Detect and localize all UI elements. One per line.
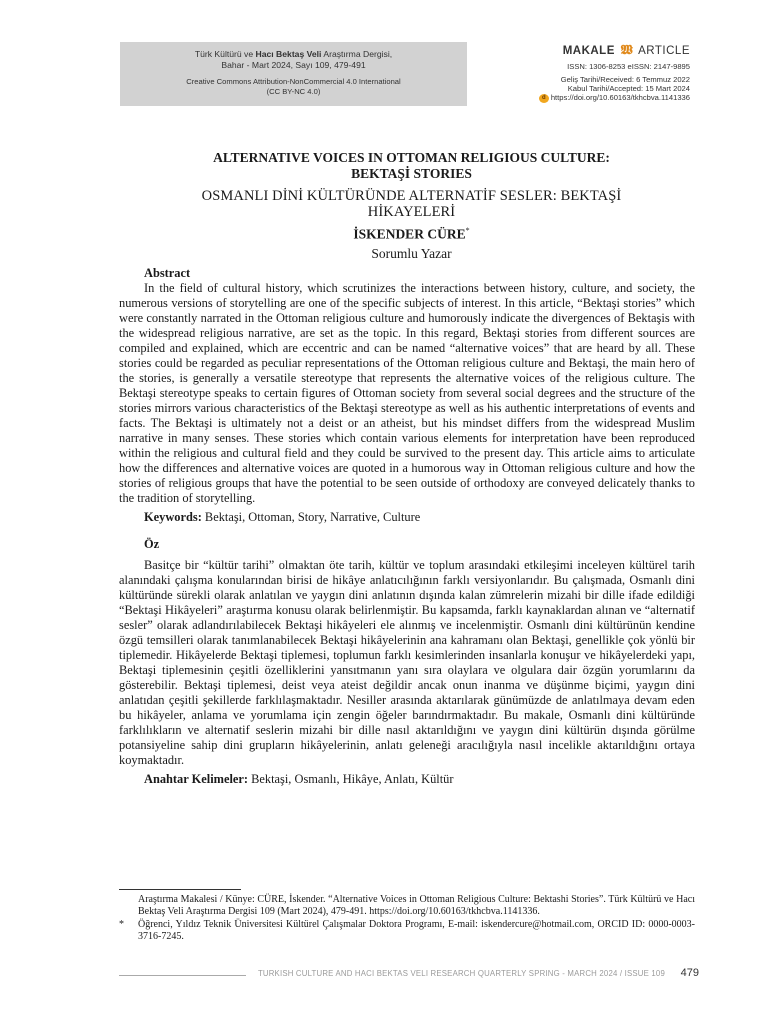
turkish-title-line-1: OSMANLI DİNİ KÜLTÜRÜNDE ALTERNATİF SESLER: BEKTAŞİ	[201, 188, 622, 204]
footnote-citation: Araştırma Makalesi / Künye: CÜRE, İskender. “Alternative Voices in Ottoman Religious Culture: Bektashi Stories”. Türk Kültürü ve Hacı Bektaş Veli Araştırma Dergisi 109 (Mart 2024), 479-491. https://doi.org/10.60163/tkhcbva.1141336.	[138, 894, 695, 918]
accepted-date: Kabul Tarihi/Accepted: 15 Mart 2024	[567, 84, 690, 93]
doi-link[interactable]: https://doi.org/10.60163/tkhcbva.1141336	[550, 93, 690, 102]
author-role: Sorumlu Yazar	[371, 245, 452, 261]
author-footnote-mark: *	[465, 226, 470, 235]
turkish-title-line-2: HİKAYELERİ	[367, 204, 456, 220]
anahtar-kelimeler-line: Anahtar Kelimeler: Bektaşi, Osmanlı, Hikâye, Anlatı, Kültür	[144, 772, 454, 786]
footnote-divider	[119, 889, 241, 890]
abstract-text: In the field of cultural history, which scrutinizes the interactions between history, culture, and society, the numerous versions of storytelling are one of the specific subjects of interest. In this article, “Bektaşi stories” which were constantly narrated in the Ottoman religious culture and humorously indicate the divergences of Bektaşis with the widespread religious narrative, are set as the topic. In this regard, Bektaşi stories from different sources are compiled and explained, which are eccentric and can be named “alternative voices” that are heard by all. These stories could be regarded as peculiar representations of the Ottoman religious culture and Bektaşi, the main hero of the stories, is generally a versatile stereotype that represents the alternative voices of the religious culture. The Bektaşi stereotype speaks to certain figures of Ottoman society from several social degrees and the structure of the stories mirrors various characteristics of the Bektaşi stereotype as well as his authentic interpretations of events and facts. The Bektaşi is ultimately not a deist or an atheist, but his mindset differs from the widespread Muslim narrative in many senses. These stories which contain various elements for interpretation have been reproduced within the religious and cultural field and they could be survived to the present day. This article aims to articulate how the differences and alternative voices are quoted in a humorous way in Ottoman religious culture and how the stories of religious groups that have the potential to be seen outside of orthodoxy are conveyed delicately thanks to the tradition of storytelling.	[119, 281, 695, 505]
article-meta	[490, 42, 690, 103]
page-number: 479	[680, 967, 699, 979]
keywords-line: Keywords: Bektaşi, Ottoman, Story, Narrative, Culture	[144, 510, 421, 524]
footnotes	[119, 894, 695, 944]
english-title-line-1: ALTERNATIVE VOICES IN OTTOMAN RELIGIOUS CULTURE:	[213, 150, 610, 165]
page-footer	[119, 967, 699, 983]
oz-text: Basitçe bir “kültür tarihi” olmaktan öte tarih, kültür ve toplum arasındaki etkileşimi inceleyen kültürel tarih alanındaki çalışma konularından birisi de hikâye anlatıcılığının farklı versiyonlarıdır. Bu çalışmada, Osmanlı dini kültüründe sürekli olarak anlatılan ve yaygın dini anlatının dışında kalan zümrelerin mizahi bir dille ifade edildiği “Bektaşi Hikâyeleri” araştırma konusu olarak belirlenmiştir. Bu kapsamda, farklı kaynaklardan alınan ve “alternatif sesler” olarak adlandırılabilecek Bektaşi hikâyeleri ele alınmış ve incelenmiştir. Osmanlı dini kültürünün kendine özgü temsilleri olarak tanımlanabilecek Bektaşi hikâyelerinin ana kahramanı olan Bektaşi, genellikle çok yönlü bir tiplemedir. Hikâyelerde Bektaşi tiplemesi, toplumun farklı kesimlerinden insanlarla konuşur ve hikâyelerdeki yapı, Bektaşi tiplemesinin çeşitli özelliklerini yansıtmanın yanı sıra olaylara ve olgulara dair özgün yorumlarını da gösterebilir. Bektaşi tiplemesi, deist veya ateist değildir ancak onun inanma ve düşünme biçimi, yaygın dini anlatıdan çeşitli şekillerde farklılaşmaktadır. Nesiller arasında aktarılarak günümüzde de anlatılmaya devam eden bu hikâyeler, anlama ve yorumlama için zengin öğeler barındırmaktadır. Bu makale, Osmanlı dini kültüründe farklılıkların ve alternatif seslerin mizahi bir dille nasıl aktarıldığını ve yaygın dini kültürün dışında görülme potansiyeline sahip dini grupların hikâyelerinin, anlatı geleneği aracılığıyla nasıl incelikle aktarıldığını ortaya koymaktadır.	[119, 558, 695, 767]
abstract-heading: Abstract	[144, 266, 191, 280]
article-type: MAKALE 𝖂 ARTICLE	[562, 42, 690, 57]
author-name: İSKENDER CÜRE*	[353, 226, 470, 242]
license-line-2: (CC BY-NC 4.0)	[266, 86, 321, 96]
license-line-1: Creative Commons Attribution-NonCommercial 4.0 International	[186, 77, 401, 86]
running-footer: TURKISH CULTURE AND HACI BEKTAS VELI RESEARCH QUARTERLY SPRING - MARCH 2024 / ISSUE 109	[257, 969, 665, 978]
journal-info-box	[120, 42, 467, 106]
issn: ISSN: 1306-8253 eISSN: 2147-9895	[567, 62, 690, 71]
journal-line-1: Türk Kültürü ve Hacı Bektaş Veli Araştırma Dergisi,	[194, 49, 393, 59]
doi-icon: d	[539, 94, 549, 103]
footer-rule	[119, 975, 246, 976]
open-access-icon: 𝖂	[620, 42, 634, 57]
oz-heading: Öz	[144, 537, 160, 551]
footnote-author: * Öğrenci, Yıldız Teknik Üniversitesi Kültürel Çalışmalar Doktora Programı, E-mail: iskendercure@hotmail.com, ORCID ID: 0000-0003-3716-7245.	[119, 918, 695, 943]
main-content	[119, 266, 695, 787]
title-block	[140, 150, 683, 262]
journal-line-2: Bahar - Mart 2024, Sayı 109, 479-491	[221, 60, 366, 70]
english-title-line-2: BEKTAŞİ STORIES	[351, 166, 472, 181]
doi-row	[490, 93, 690, 103]
received-date: Geliş Tarihi/Received: 6 Temmuz 2022	[560, 75, 690, 84]
